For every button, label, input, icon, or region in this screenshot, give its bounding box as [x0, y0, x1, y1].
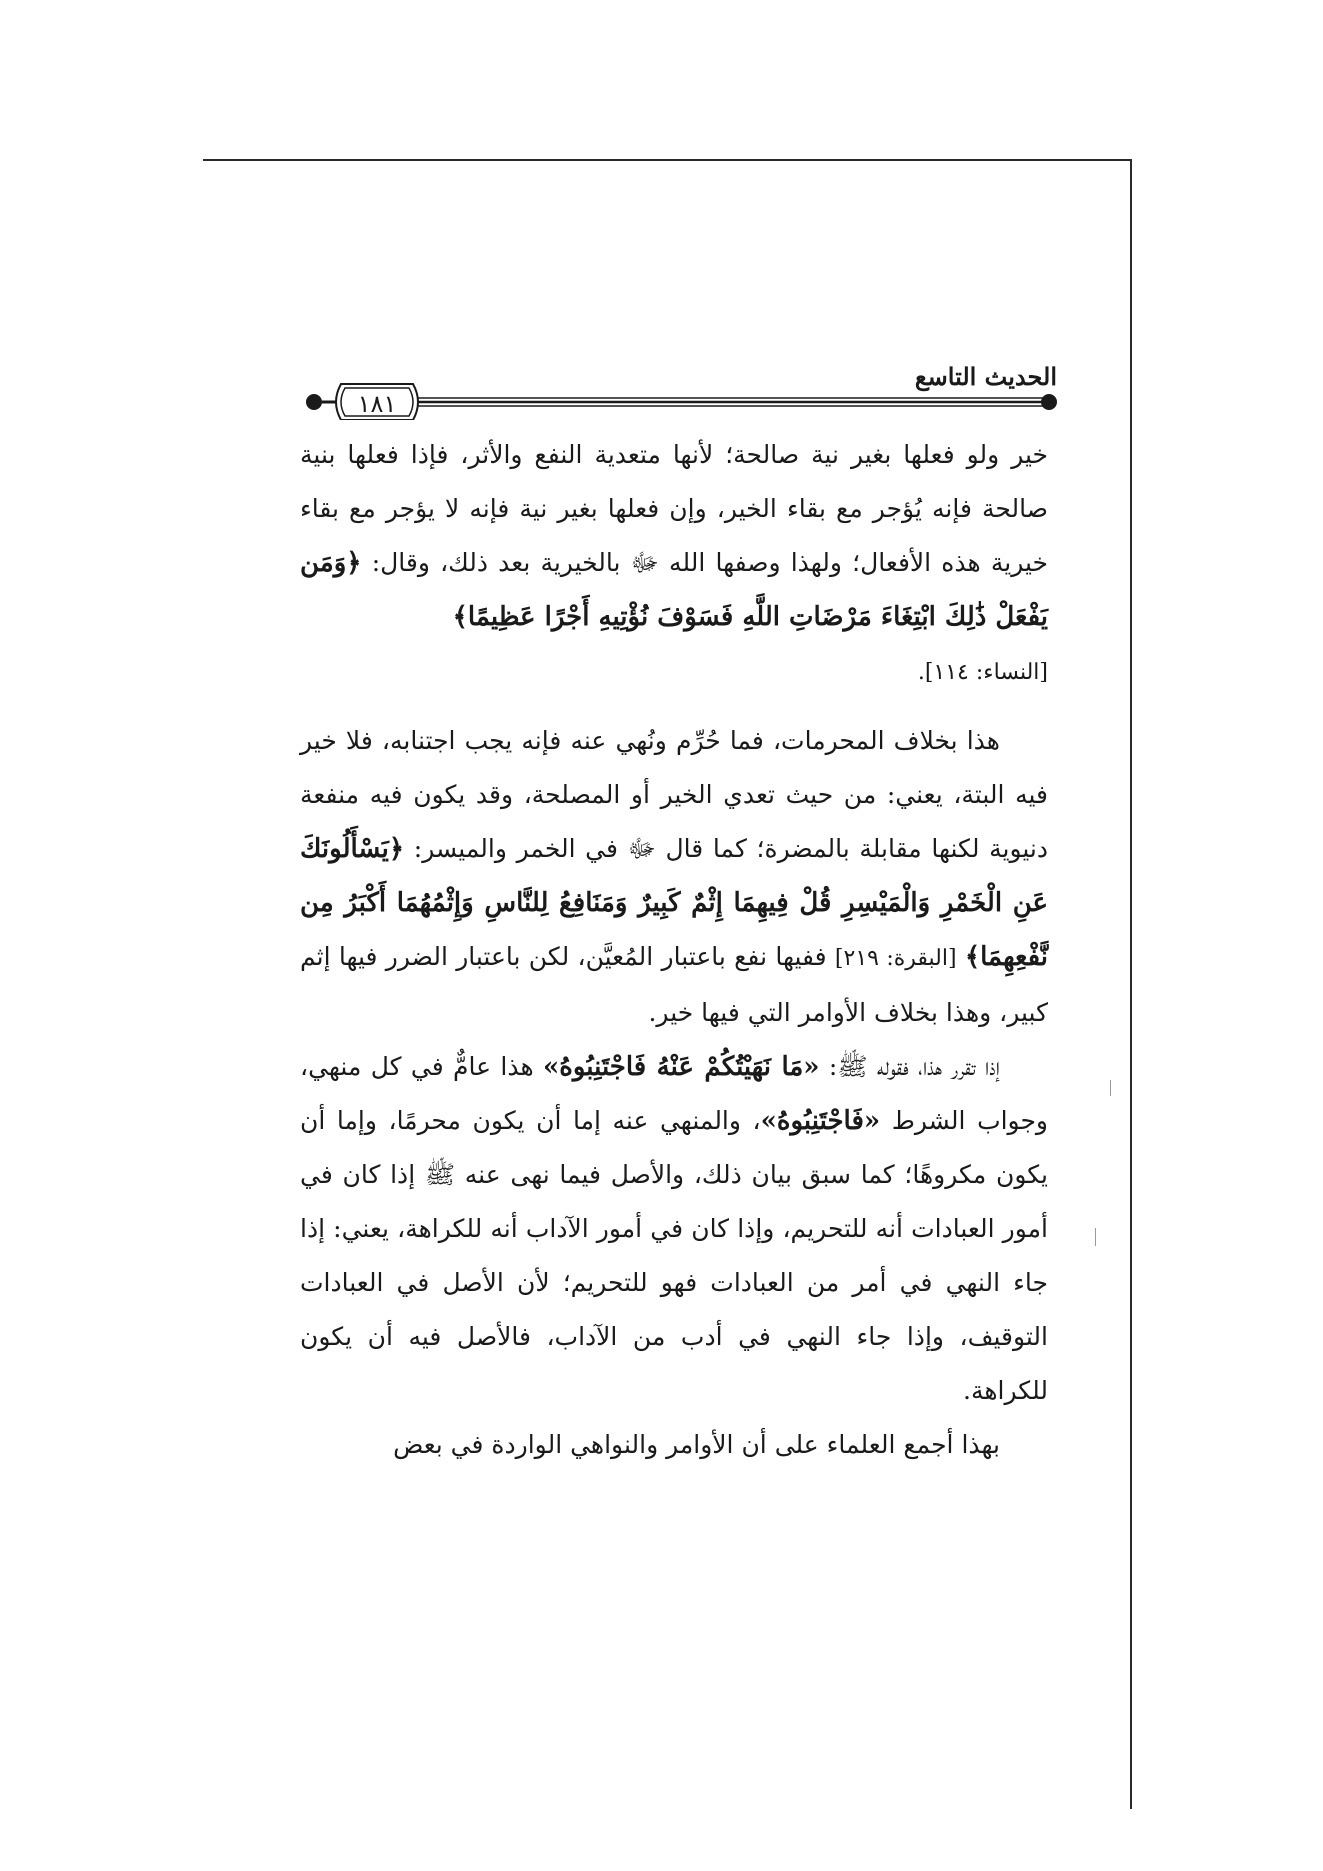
verse-reference-line: [300, 644, 1048, 700]
paragraph-text: ففيها نفع باعتبار المُعيَّن، لكن باعتبار الضرر فيها إثم كبير، وهذا بخلاف الأوامر التي فيها خير.: [300, 942, 1048, 1027]
paragraph-text: بهذا أجمع العلماء على أن الأوامر والنواهي الواردة في بعض: [393, 1430, 1000, 1459]
chapter-title: الحديث التاسع: [914, 362, 1057, 391]
paragraph-text: هذا عامٌّ في كل منهي، وجواب الشرط: [300, 1052, 1049, 1135]
crop-mark-right: [1130, 159, 1132, 1809]
quran-verse: ﴿يَسْأَلُونَكَ عَنِ الْخَمْرِ وَالْمَيْسِرِ قُلْ فِيهِمَا إِثْمٌ كَبِيرٌ وَمَنَافِعُ لِلنَّاسِ وَإِثْمُهُمَا أَكْبَرُ مِن نَّفْعِهِمَا﴾: [300, 834, 1048, 972]
header-ornament: [305, 376, 1057, 420]
paragraph: [300, 428, 1048, 644]
stray-mark: [1110, 1080, 1111, 1096]
running-header: [305, 362, 1057, 422]
paragraph-text: هذا بخلاف المحرمات، فما حُرِّم ونُهي عنه فإنه يجب اجتنابه، فلا خير فيه البتة، يعني: من حيث تعدي الخير أو المصلحة، وقد يكون فيه منفعة دنيوية لكنها مقابلة بالمضرة؛ كما قال ﷻ في الخمر والميسر:: [300, 726, 1049, 863]
verse-reference: [النساء: ١١٤].: [917, 660, 1048, 685]
paragraph: [300, 1040, 1048, 1418]
crop-mark-top: [203, 159, 1132, 161]
verse-reference: [البقرة: ٢١٩]: [834, 946, 957, 971]
page-body: [300, 428, 1048, 1472]
hadith-quote: «فَاجْتَنِبُوهُ»: [760, 1106, 881, 1136]
page-number: ١٨١: [357, 390, 397, 418]
paragraph: [300, 714, 1048, 1040]
quran-verse: ﴿وَمَن يَفْعَلْ ذَٰلِكَ ابْتِغَاءَ مَرْضَاتِ اللَّهِ فَسَوْفَ نُؤْتِيهِ أَجْرًا عَظِيمًا﴾: [300, 548, 1048, 632]
paragraph: [300, 1418, 1048, 1472]
paragraph-text: إذا تقرر هذا، فقوله ﷺ:: [828, 1052, 1000, 1081]
paragraph-text: خير ولو فعلها بغير نية صالحة؛ لأنها متعدية النفع والأثر، فإذا فعلها بنية صالحة فإنه يُؤجر مع بقاء الخير، وإن فعلها بغير نية فإنه لا يؤجر مع بقاء خيرية هذه الأفعال؛ ولهذا وصفها الله ﷻ بالخيرية بعد ذلك، وقال:: [300, 440, 1048, 577]
hadith-quote: «مَا نَهَيْتُكُمْ عَنْهُ فَاجْتَنِبُوهُ»: [542, 1052, 820, 1082]
paragraph-text: ، والمنهي عنه إما أن يكون محرمًا، وإما أن يكون مكروهًا؛ كما سبق بيان ذلك، والأصل فيما نهى عنه ﷺ إذا كان في أمور العبادات أنه للتحريم، وإذا كان في أمور الآداب أنه للكراهة، يعني: إذا جاء النهي في أمر من العبادات فهو للتحريم؛ لأن الأصل في العبادات التوقيف، وإذا جاء النهي في أدب من الآداب، فالأصل فيه أن يكون للكراهة.: [300, 1106, 1048, 1405]
stray-mark: [1095, 1228, 1096, 1246]
